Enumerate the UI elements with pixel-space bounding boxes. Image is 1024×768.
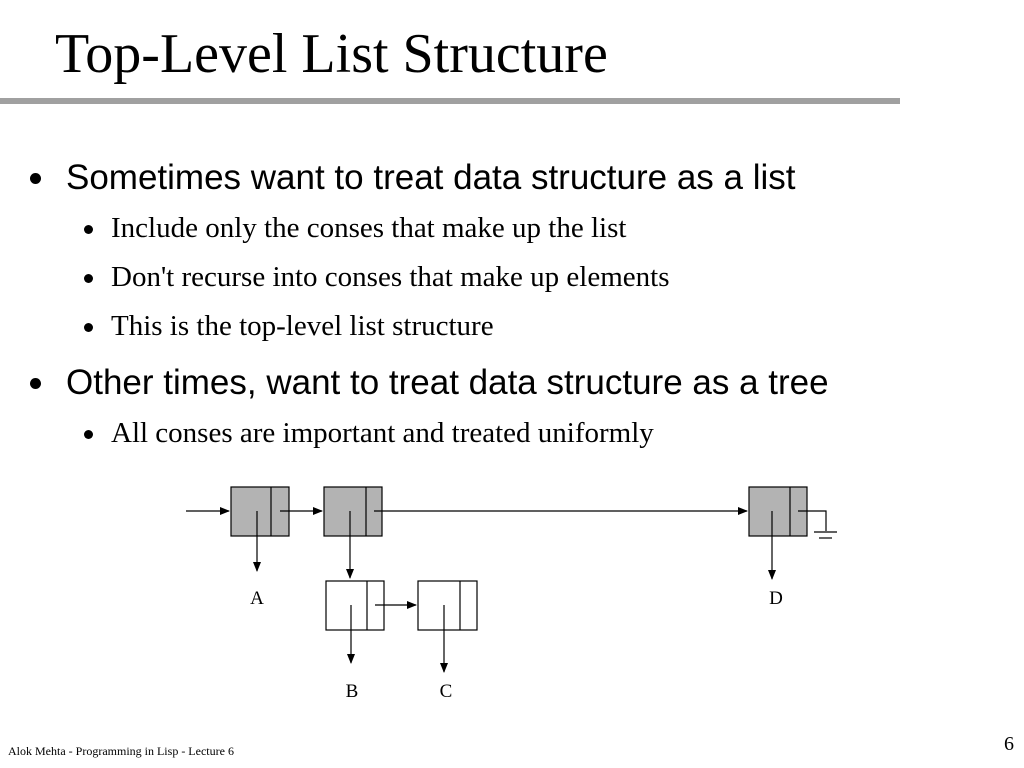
bullet-text: Sometimes want to treat data structure as a list: [66, 158, 796, 197]
label-c: C: [439, 681, 453, 702]
label-d: D: [769, 588, 783, 609]
sub-bullet-text: This is the top-level list structure: [111, 310, 494, 342]
sub-bullet-text: Don't recurse into conses that make up elements: [111, 261, 670, 293]
cons-cell-nested-2: [418, 581, 477, 630]
page-title: Top-Level List Structure: [55, 23, 608, 85]
sub-bullet-text: Include only the conses that make up the list: [111, 212, 627, 244]
label-a: A: [250, 588, 264, 609]
footer-text: Alok Mehta - Programming in Lisp - Lecture 6: [8, 744, 234, 758]
cons-cell-top-2: [324, 487, 382, 536]
sub-bullet-text: All conses are important and treated uniformly: [111, 417, 654, 449]
label-b: B: [345, 681, 359, 702]
page-number: 6: [1004, 733, 1014, 755]
bullet-text: Other times, want to treat data structure as a tree: [66, 363, 829, 402]
